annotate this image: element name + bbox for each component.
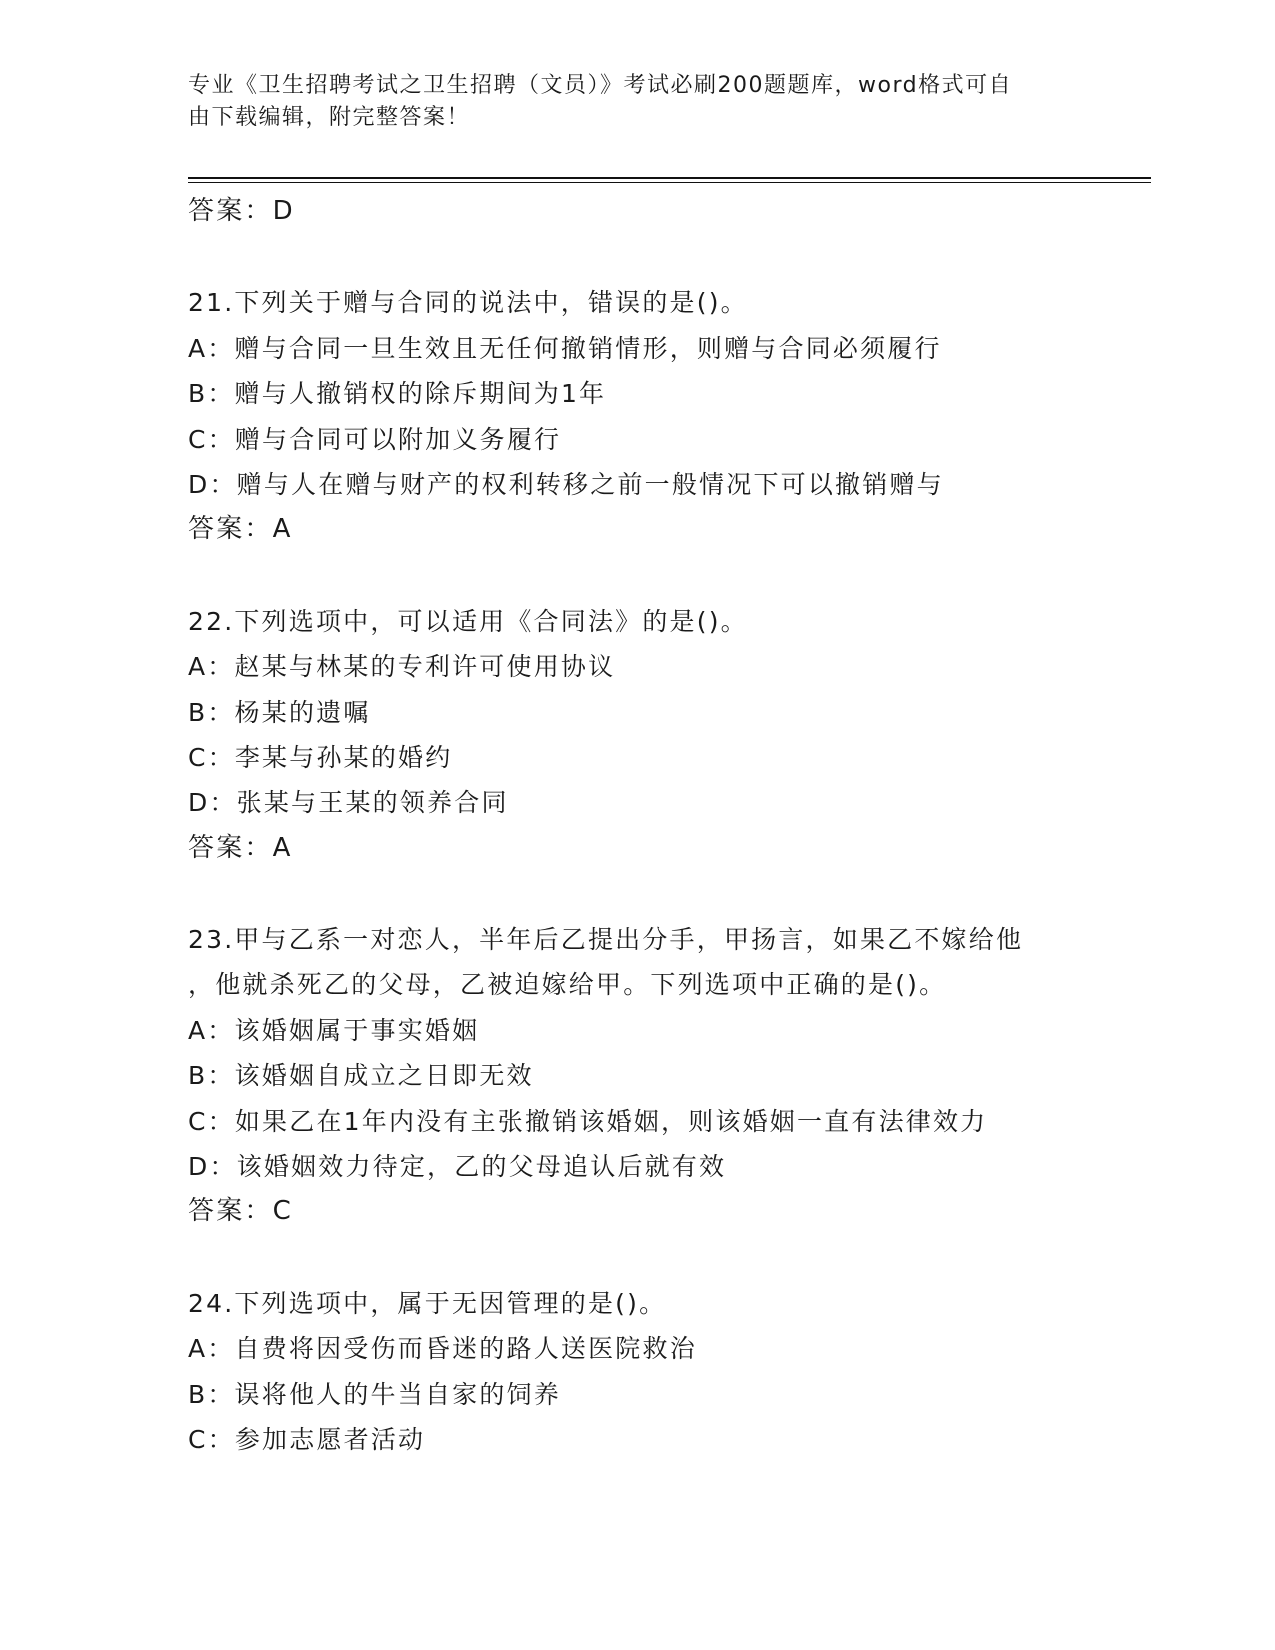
option-c: C：参加志愿者活动	[188, 1424, 426, 1454]
question-23	[188, 917, 1151, 1235]
question-stem: 21.下列关于赠与合同的说法中，错误的是()。	[188, 288, 748, 318]
option-a: A：赵某与林某的专利许可使用协议	[188, 652, 616, 682]
option-c: C：如果乙在1年内没有主张撤销该婚姻，则该婚姻一直有法律效力	[188, 1106, 988, 1136]
option-c: C：李某与孙某的婚约	[188, 742, 453, 772]
header-line-2: 由下载编辑，附完整答案！	[188, 105, 471, 130]
previous-answer: 答案：D	[188, 196, 295, 226]
header-divider-thin	[188, 182, 1151, 183]
question-21	[188, 280, 1151, 552]
option-b: B：赠与人撤销权的除斥期间为1年	[188, 379, 607, 409]
option-a: A：自费将因受伤而昏迷的路人送医院救治	[188, 1334, 697, 1364]
document-header	[188, 70, 1088, 134]
option-a: A：赠与合同一旦生效且无任何撤销情形，则赠与合同必须履行	[188, 333, 942, 363]
header-line-1: 专业《卫生招聘考试之卫生招聘（文员）》考试必刷200题题库，word格式可自	[188, 73, 1013, 98]
option-c: C：赠与合同可以附加义务履行	[188, 424, 562, 454]
answer: 答案：C	[188, 1196, 293, 1227]
question-stem-line-2: ，他就杀死乙的父母，乙被迫嫁给甲。下列选项中正确的是()。	[188, 970, 947, 1000]
question-24	[188, 1281, 1151, 1463]
question-22	[188, 599, 1151, 871]
question-stem-line-1: 23.甲与乙系一对恋人，半年后乙提出分手，甲扬言，如果乙不嫁给他	[188, 925, 1024, 955]
option-d: D：张某与王某的领养合同	[188, 788, 509, 818]
option-d: D：赠与人在赠与财产的权利转移之前一般情况下可以撤销赠与	[188, 469, 944, 499]
option-b: B：杨某的遗嘱	[188, 697, 371, 727]
answer: 答案：A	[188, 832, 293, 863]
header-divider-thick	[188, 177, 1151, 179]
option-a: A：该婚姻属于事实婚姻	[188, 1015, 480, 1045]
question-stem: 24.下列选项中，属于无因管理的是()。	[188, 1288, 667, 1318]
option-d: D：该婚姻效力待定，乙的父母追认后就有效	[188, 1152, 727, 1182]
question-list	[188, 189, 1151, 1462]
question-stem: 22.下列选项中，可以适用《合同法》的是()。	[188, 606, 748, 636]
answer: 答案：A	[188, 514, 293, 545]
option-b: B：该婚姻自成立之日即无效	[188, 1061, 534, 1091]
option-b: B：误将他人的牛当自家的饲养	[188, 1379, 561, 1409]
